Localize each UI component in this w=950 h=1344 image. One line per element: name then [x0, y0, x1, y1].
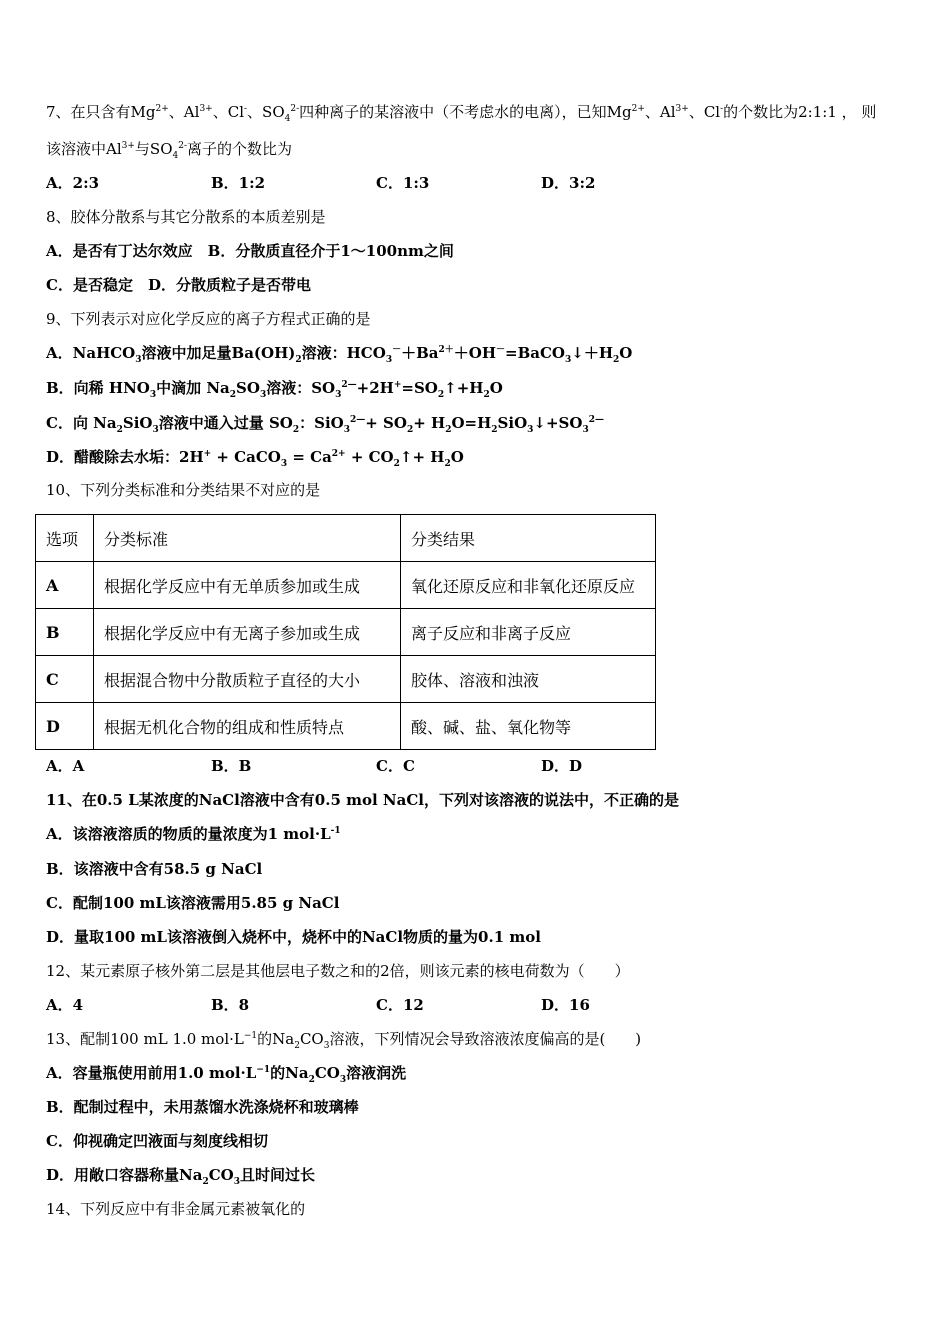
- q12-option-a[interactable]: A．4: [46, 996, 84, 1014]
- q10-option-a[interactable]: A．A: [46, 757, 85, 775]
- q7-option-c[interactable]: C．1:3: [376, 174, 430, 192]
- q12-option-b[interactable]: B．8: [211, 996, 250, 1014]
- q11-option-c[interactable]: C．配制100 mL该溶液需用5.85 g NaCl: [46, 894, 340, 912]
- q8-options-cd[interactable]: C．是否稳定 D．分散质粒子是否带电: [46, 276, 311, 294]
- table-cell: B: [36, 609, 94, 656]
- table-cell: 根据化学反应中有无单质参加或生成: [94, 562, 401, 609]
- q10-table: [35, 514, 656, 750]
- table-row: [36, 562, 656, 609]
- table-cell: 根据无机化合物的组成和性质特点: [94, 703, 401, 750]
- q9-option-d[interactable]: D．醋酸除去水垢：2H+ + CaCO$_3$ = $Ca^{2+}$ + $CO_2↑+ H_2O$: [46, 448, 464, 469]
- q7-option-b[interactable]: B．1:2: [211, 174, 266, 192]
- table-cell: 胶体、溶液和浊液: [401, 656, 656, 703]
- table-cell: 根据化学反应中有无离子参加或生成: [94, 609, 401, 656]
- table-cell: A: [36, 562, 94, 609]
- table-row: [36, 656, 656, 703]
- q7-option-d[interactable]: D．3:2: [541, 174, 596, 192]
- table-cell: 酸、碱、盐、氧化物等: [401, 703, 656, 750]
- q10-option-d[interactable]: D．D: [541, 757, 583, 775]
- table-cell: 离子反应和非离子反应: [401, 609, 656, 656]
- table-cell: D: [36, 703, 94, 750]
- q11-option-a[interactable]: A．该溶液溶质的物质的量浓度为1 $mol\cdot L^{-1}$: [46, 825, 341, 843]
- q7-stem-line1: 7、在只含有$Mg^{2+}$、$Al^{3+}$、Cl-、$SO_4^{2-}$四种离子的某溶液中（不考虑水的电离），已知$Mg^{2+}$、$Al^{3+}$、Cl-的个数比为2:1:1 ， 则: [46, 103, 877, 124]
- q13-option-b[interactable]: B．配制过程中，未用蒸馏水洗涤烧杯和玻璃棒: [46, 1098, 359, 1116]
- q8-options-ab[interactable]: A．是否有丁达尔效应 B．分散质直径介于1～100nm之间: [46, 242, 454, 260]
- q12-stem: 12、某元素原子核外第二层是其他层电子数之和的2倍，则该元素的核电荷数为（ ）: [46, 962, 630, 980]
- table-header-cell: 分类标准: [94, 515, 401, 562]
- q12-option-c[interactable]: C．12: [376, 996, 424, 1014]
- table-header-row: [36, 515, 656, 562]
- q9-stem: 9、下列表示对应化学反应的离子方程式正确的是: [46, 310, 371, 328]
- table-cell: C: [36, 656, 94, 703]
- q13-stem: 13、配制100 mL 1.0 $mol\cdot L^{-1}$的$Na_2CO_3$溶液，下列情况会导致溶液浓度偏高的是( ): [46, 1030, 642, 1051]
- table-cell: 氧化还原反应和非氧化还原反应: [401, 562, 656, 609]
- q13-option-a[interactable]: A．容量瓶使用前用1.0 $mol\cdot L^{-1}$的$Na_2CO_3$溶液润洗: [46, 1064, 407, 1085]
- table-header-cell: 分类结果: [401, 515, 656, 562]
- q9-option-a[interactable]: A．NaHCO$_3$溶液中加足量$Ba(OH)_2$溶液：$HCO_3^-+Ba^{2+}+OH^-=BaCO_3↓+H_2O$: [46, 344, 633, 365]
- q14-stem: 14、下列反应中有非金属元素被氧化的: [46, 1200, 306, 1218]
- q13-option-d[interactable]: D．用敞口容器称量$Na_2CO_3$且时间过长: [46, 1166, 316, 1187]
- q9-option-b[interactable]: B．向稀 $HNO_3$中滴加 $Na_2SO_3$溶液：$SO_3^{2—}+2H^+=SO_2↑+H_2O$: [46, 379, 503, 400]
- q13-option-c[interactable]: C．仰视确定凹液面与刻度线相切: [46, 1132, 268, 1150]
- q12-option-d[interactable]: D．16: [541, 996, 590, 1014]
- table-row: [36, 703, 656, 750]
- table-row: [36, 609, 656, 656]
- q11-stem: 11、在0.5 L某浓度的NaCl溶液中含有0.5 mol NaCl，下列对该溶液的说法中，不正确的是: [46, 791, 679, 809]
- q7-stem-line2: 该溶液中$Al^{3+}$与$SO_4^{2-}$离子的个数比为: [46, 140, 293, 161]
- q10-stem: 10、下列分类标准和分类结果不对应的是: [46, 481, 321, 499]
- q9-option-c[interactable]: C．向 $Na_2SiO_3$溶液中通入过量 $SO_2$：$SiO_3^{2—}+ SO_2+$ $H_2O=H_2SiO_3↓+SO_3^{2—}$: [46, 414, 604, 435]
- table-header-cell: 选项: [36, 515, 94, 562]
- q11-option-d[interactable]: D．量取100 mL该溶液倒入烧杯中，烧杯中的NaCl物质的量为0.1 mol: [46, 928, 541, 946]
- q11-option-b[interactable]: B．该溶液中含有58.5 g NaCl: [46, 860, 263, 878]
- q7-option-a[interactable]: A．2:3: [46, 174, 100, 192]
- table-cell: 根据混合物中分散质粒子直径的大小: [94, 656, 401, 703]
- q10-option-b[interactable]: B．B: [211, 757, 252, 775]
- q8-stem: 8、胶体分散系与其它分散系的本质差别是: [46, 208, 326, 226]
- q10-option-c[interactable]: C．C: [376, 757, 415, 775]
